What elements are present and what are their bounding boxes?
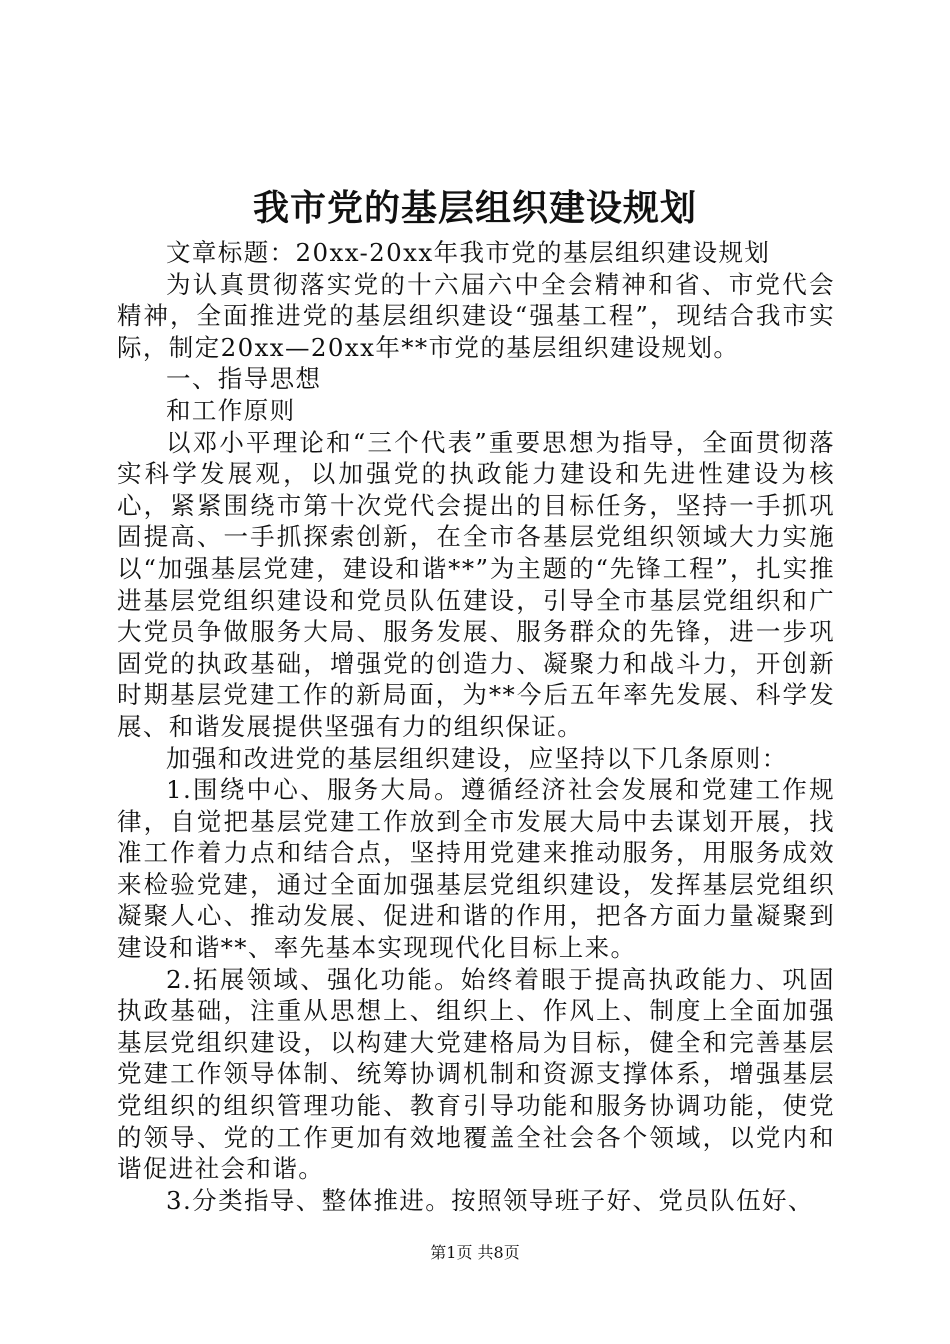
principle-1-paragraph: 1.围绕中心、服务大局。遵循经济社会发展和党建工作规律，自觉把基层党建工作放到全市发展大局中去谋划开展，找准工作着力点和结合点，坚持用党建来推动服务，用服务成效来检验党建，通过全面加强基层党组织建设，发挥基层党组织凝聚人心、推动发展、促进和谐的作用，把各方面力量凝聚到建设和谐**、率先基本实现现代化目标上来。 <box>117 775 835 963</box>
guiding-thought-paragraph: 以邓小平理论和“三个代表”重要思想为指导，全面贯彻落实科学发展观，以加强党的执政能力建设和先进性建设为核心，紧紧围绕市第十次党代会提出的目标任务，坚持一手抓巩固提高、一手抓探索创新，在全市各基层党组织领域大力实施以“加强基层党建，建设和谐**”为主题的“先锋工程”，扎实推进基层党组织建设和党员队伍建设，引导全市基层党组织和广大党员争做服务大局、服务发展、服务群众的先锋，进一步巩固党的执政基础，增强党的创造力、凝聚力和战斗力，开创新时期基层党建工作的新局面，为**今后五年率先发展、科学发展、和谐发展提供坚强有力的组织保证。 <box>117 427 835 741</box>
document-title: 我市党的基层组织建设规划 <box>252 187 697 229</box>
section-heading-continued: 和工作原则 <box>166 395 296 425</box>
principle-2-paragraph: 2.拓展领域、强化功能。始终着眼于提高执政能力、巩固执政基础，注重从思想上、组织上、作风上、制度上全面加强基层党组织建设，以构建大党建格局为目标，健全和完善基层党建工作领导体制、统筹协调机制和资源支撑体系，增强基层党组织的组织管理功能、教育引导功能和服务协调功能，使党的领导、党的工作更加有效地覆盖全社会各个领域，以党内和谐促进社会和谐。 <box>117 964 835 1184</box>
principle-3-paragraph: 3.分类指导、整体推进。按照领导班子好、党员队伍好、 <box>166 1185 814 1215</box>
document-body <box>117 237 835 1216</box>
intro-paragraph: 为认真贯彻落实党的十六届六中全会精神和省、市党代会精神，全面推进党的基层组织建设“强基工程”，现结合我市实际，制定20xx—20xx年**市党的基层组织建设规划。 <box>117 269 835 362</box>
section-heading: 一、指导思想 <box>166 364 322 394</box>
principles-intro-paragraph: 加强和改进党的基层组织建设，应坚持以下几条原则： <box>166 743 788 773</box>
article-title-line: 文章标题：20xx-20xx年我市党的基层组织建设规划 <box>166 238 771 267</box>
page-number-footer: 第1页 共8页 <box>430 1243 520 1262</box>
